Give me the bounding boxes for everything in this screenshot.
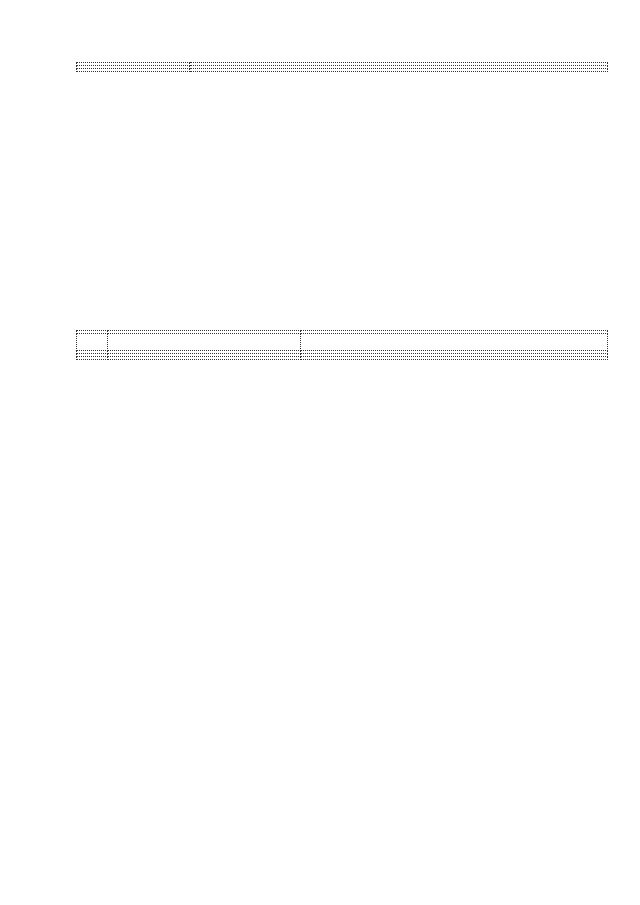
- parameter-value-cell: [301, 357, 608, 360]
- parameter-name-cell: [108, 357, 301, 360]
- use-type-cell: [77, 69, 190, 72]
- row-number: [77, 357, 108, 360]
- table-row: [77, 357, 608, 360]
- permitted-use-table: [76, 62, 608, 72]
- spacer: [304, 335, 604, 349]
- table-row: [77, 334, 608, 351]
- use-value-cell: [190, 69, 608, 72]
- parameter-name-cell: [108, 334, 301, 351]
- parameter-value-cell: [301, 334, 608, 351]
- row-number: [77, 334, 108, 351]
- limits-parameters-table: [76, 330, 608, 360]
- table-row: [77, 69, 608, 72]
